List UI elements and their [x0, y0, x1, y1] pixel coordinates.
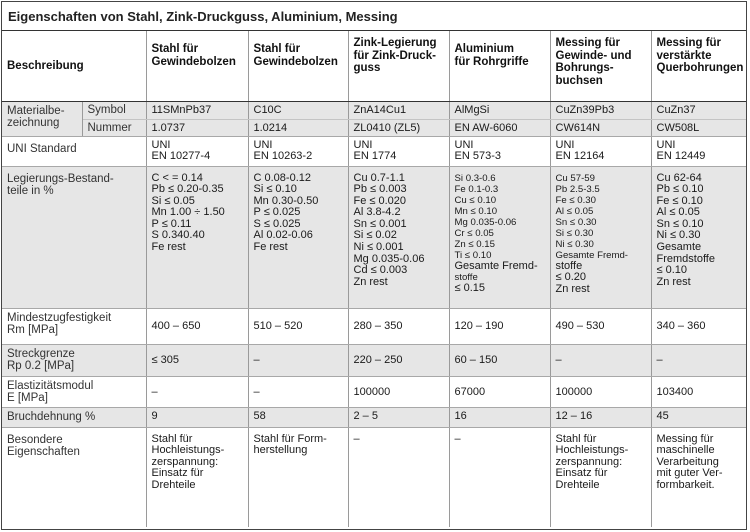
properties-table: [2, 31, 747, 527]
text-line: Si ≤ 0.30: [555, 227, 594, 239]
text-line: Cu 62-64: [656, 171, 702, 184]
header-col-6: [651, 31, 747, 101]
text-line: EN 10263-2: [253, 150, 313, 163]
text-line: C < = 0.14: [151, 171, 203, 184]
text-line: Fe 0.1-0.3: [454, 183, 499, 195]
zugfestigkeit-label: [2, 308, 146, 344]
header-col-3: [348, 31, 449, 101]
nummer-value: 1.0214: [248, 119, 348, 136]
text-line: zerspannung:: [555, 455, 623, 468]
text-line: Cu 0.7-1.1: [353, 171, 405, 184]
besondere-value: [248, 427, 348, 527]
text-line: UNI: [151, 138, 171, 151]
text-line: Gewindebolzen: [151, 55, 236, 68]
text-line: Cu ≤ 0.10: [454, 194, 497, 206]
text-line: herstellung: [253, 444, 308, 457]
text-line: Messing für: [555, 37, 621, 49]
besondere-value: [449, 427, 550, 527]
text-line: Mg 0.035-0.06: [353, 252, 425, 265]
zugfestigkeit-value: 490 – 530: [550, 308, 651, 344]
text-line: Ni ≤ 0.30: [555, 238, 594, 250]
streckgrenze-value: –: [248, 344, 348, 376]
nummer-value: CW614N: [550, 119, 651, 136]
text-line: Mn ≤ 0.10: [454, 205, 498, 217]
text-line: Rm [MPa]: [7, 323, 59, 336]
text-line: ≤ 0.10: [656, 264, 688, 277]
text-line: Fe ≤ 0.020: [353, 194, 407, 207]
properties-table-frame: [1, 1, 747, 530]
text-line: buchsen: [555, 74, 603, 87]
streckgrenze-value: 60 – 150: [449, 344, 550, 376]
elastizitaet-value: 100000: [550, 376, 651, 407]
row-streckgrenze: [2, 344, 747, 376]
text-line: Fremdstoffe: [656, 252, 715, 265]
text-line: Pb ≤ 0.20-0.35: [151, 183, 224, 196]
text-line: zeichnung: [7, 116, 60, 129]
text-line: Si 0.3-0.6: [454, 172, 496, 184]
text-line: Zn rest: [353, 275, 388, 288]
row-elastizitaet: [2, 376, 747, 407]
header-col-1: [146, 31, 248, 101]
nummer-value: ZL0410 (ZL5): [348, 119, 449, 136]
row-nummer: [2, 119, 747, 136]
text-line: Messing für: [656, 432, 714, 445]
text-line: Hochleistungs-: [151, 444, 225, 457]
text-line: Gesamte Fremd-: [454, 259, 538, 272]
legierung-value: [651, 166, 747, 308]
text-line: Sn ≤ 0.001: [353, 217, 407, 230]
text-line: UNI: [253, 138, 273, 151]
text-line: Pb ≤ 0.10: [656, 183, 704, 196]
text-line: Fe ≤ 0.10: [656, 194, 703, 207]
text-line: Gesamte Fremd-: [555, 249, 629, 261]
besondere-value: [651, 427, 747, 527]
text-line: Cu 57-59: [555, 172, 595, 184]
bruchdehnung-value: 58: [248, 407, 348, 427]
text-line: für Zink-Druck-: [353, 49, 436, 62]
text-line: Al 3.8-4.2: [353, 206, 401, 219]
text-line: mit guter Ver-: [656, 467, 723, 480]
bruchdehnung-value: 2 – 5: [348, 407, 449, 427]
text-line: ≤ 0.15: [454, 282, 486, 295]
uni-label: UNI Standard: [2, 136, 146, 166]
streckgrenze-value: ≤ 305: [146, 344, 248, 376]
legierung-value: [550, 166, 651, 308]
text-line: Zink-Legierung: [353, 37, 437, 49]
streckgrenze-value: –: [651, 344, 747, 376]
legierung-value: [348, 166, 449, 308]
text-line: Aluminium: [454, 43, 514, 55]
bruchdehnung-value: 45: [651, 407, 747, 427]
text-line: P ≤ 0.11: [151, 217, 192, 230]
symbol-value: CuZn39Pb3: [550, 101, 651, 119]
text-line: Einsatz für: [151, 467, 204, 480]
text-line: –: [454, 432, 461, 445]
text-line: Mindestzugfestigkeit: [7, 311, 112, 324]
elastizitaet-value: –: [146, 376, 248, 407]
text-line: Eigenschaften: [7, 445, 80, 458]
table-title: Eigenschaften von Stahl, Zink-Druckguss, Aluminium, Messing: [2, 2, 746, 31]
elastizitaet-value: 100000: [348, 376, 449, 407]
symbol-value: ZnA14Cu1: [348, 101, 449, 119]
row-legierung: [2, 166, 747, 308]
text-line: Legierungs-Bestand-: [7, 172, 114, 185]
text-line: Gesamte: [656, 241, 702, 254]
text-line: Besondere: [7, 433, 63, 446]
zugfestigkeit-value: 400 – 650: [146, 308, 248, 344]
text-line: Bohrungs-: [555, 62, 614, 74]
text-line: Einsatz für: [555, 467, 608, 480]
text-line: für Rohrgriffe: [454, 55, 529, 68]
text-line: teile in %: [7, 184, 54, 197]
uni-value: [248, 136, 348, 166]
legierung-label: [2, 166, 146, 308]
text-line: Stahl für: [151, 432, 193, 445]
row-zugfestigkeit: [2, 308, 747, 344]
symbol-value: CuZn37: [651, 101, 747, 119]
text-line: EN 10277-4: [151, 150, 211, 163]
text-line: Gewinde- und: [555, 49, 632, 62]
text-line: Ni ≤ 0.30: [656, 229, 701, 242]
text-line: Streckgrenze: [7, 347, 75, 360]
elastizitaet-value: 67000: [449, 376, 550, 407]
besondere-label: [2, 427, 146, 527]
text-line: Cd ≤ 0.003: [353, 264, 408, 277]
text-line: UNI: [353, 138, 373, 151]
text-line: Pb 2.5-3.5: [555, 183, 600, 195]
text-line: UNI: [656, 138, 676, 151]
text-line: Ni ≤ 0.001: [353, 241, 404, 254]
uni-value: [449, 136, 550, 166]
text-line: stoffe: [555, 259, 583, 272]
text-line: Mn 0.30-0.50: [253, 194, 319, 207]
bruchdehnung-label: Bruchdehnung %: [2, 407, 146, 427]
text-line: Ti ≤ 0.10: [454, 249, 492, 261]
header-description: Beschreibung: [2, 31, 146, 101]
text-line: UNI: [454, 138, 474, 151]
streckgrenze-value: –: [550, 344, 651, 376]
text-line: Fe rest: [151, 241, 186, 254]
text-line: Al ≤ 0.05: [656, 206, 700, 219]
bruchdehnung-value: 12 – 16: [550, 407, 651, 427]
legierung-value: [449, 166, 550, 308]
text-line: Cr ≤ 0.05: [454, 227, 494, 239]
text-line: Si ≤ 0.10: [253, 183, 297, 196]
zugfestigkeit-value: 280 – 350: [348, 308, 449, 344]
header-col-5: [550, 31, 651, 101]
symbol-value: AlMgSi: [449, 101, 550, 119]
text-line: verstärkte: [656, 49, 712, 62]
text-line: Mn 1.00 ÷ 1.50: [151, 206, 225, 219]
text-line: –: [353, 432, 360, 445]
text-line: Materialbe-: [7, 104, 65, 117]
text-line: Rp 0.2 [MPa]: [7, 359, 75, 372]
text-line: Messing für: [656, 37, 722, 49]
uni-value: [146, 136, 248, 166]
nummer-value: CW508L: [651, 119, 747, 136]
text-line: Al 0.02-0.06: [253, 229, 313, 242]
text-line: Querbohrungen: [656, 62, 744, 74]
text-line: C 0.08-0.12: [253, 171, 311, 184]
bruchdehnung-value: 9: [146, 407, 248, 427]
text-line: Stahl für Form-: [253, 432, 327, 445]
besondere-value: [550, 427, 651, 527]
row-uni-standard: [2, 136, 747, 166]
legierung-value: [248, 166, 348, 308]
elastizitaet-value: –: [248, 376, 348, 407]
text-line: Sn ≤ 0.30: [555, 216, 597, 228]
besondere-value: [348, 427, 449, 527]
row-symbol: [2, 101, 747, 119]
text-line: maschinelle: [656, 444, 715, 457]
text-line: UNI: [555, 138, 575, 151]
symbol-value: C10C: [248, 101, 348, 119]
text-line: Stahl für: [151, 43, 199, 55]
row-bruchdehnung: [2, 407, 747, 427]
symbol-value: 11SMnPb37: [146, 101, 248, 119]
text-line: P ≤ 0.025: [253, 206, 301, 219]
text-line: Elastizitätsmodul: [7, 379, 94, 392]
besondere-value: [146, 427, 248, 527]
text-line: Pb ≤ 0.003: [353, 183, 407, 196]
text-line: formbarkeit.: [656, 478, 715, 491]
header-col-4: [449, 31, 550, 101]
uni-value: [348, 136, 449, 166]
text-line: guss: [353, 62, 381, 74]
zugfestigkeit-value: 510 – 520: [248, 308, 348, 344]
text-line: Si ≤ 0.02: [353, 229, 397, 242]
text-line: Hochleistungs-: [555, 444, 629, 457]
text-line: Stahl für: [253, 43, 301, 55]
zugfestigkeit-value: 340 – 360: [651, 308, 747, 344]
header-col-2: [248, 31, 348, 101]
text-line: stoffe: [454, 272, 478, 284]
text-line: EN 573-3: [454, 150, 501, 163]
text-line: Mg 0.035-0.06: [454, 216, 517, 228]
text-line: EN 12164: [555, 150, 605, 163]
text-line: zerspannung:: [151, 455, 219, 468]
text-line: ≤ 0.20: [555, 271, 587, 284]
text-line: Stahl für: [555, 432, 597, 445]
text-line: Al ≤ 0.05: [555, 205, 594, 217]
text-line: Fe rest: [253, 241, 288, 254]
streckgrenze-label: [2, 344, 146, 376]
text-line: EN 12449: [656, 150, 706, 163]
row-besondere: [2, 427, 747, 527]
bruchdehnung-value: 16: [449, 407, 550, 427]
text-line: Sn ≤ 0.10: [656, 217, 704, 230]
text-line: S 0.340.40: [151, 229, 205, 242]
text-line: Zn rest: [555, 282, 590, 295]
text-line: S ≤ 0.025: [253, 217, 301, 230]
nummer-label: Nummer: [82, 119, 146, 136]
text-line: Verarbeitung: [656, 455, 719, 468]
elastizitaet-value: 103400: [651, 376, 747, 407]
text-line: EN 1774: [353, 150, 397, 163]
material-label: [2, 101, 82, 136]
text-line: Zn ≤ 0.15: [454, 238, 495, 250]
text-line: Drehteile: [151, 478, 196, 491]
uni-value: [550, 136, 651, 166]
text-line: E [MPa]: [7, 391, 48, 404]
elastizitaet-label: [2, 376, 146, 407]
header-row: [2, 31, 747, 101]
text-line: Si ≤ 0.05: [151, 194, 195, 207]
text-line: Gewindebolzen: [253, 55, 338, 68]
symbol-label: Symbol: [82, 101, 146, 119]
zugfestigkeit-value: 120 – 190: [449, 308, 550, 344]
uni-value: [651, 136, 747, 166]
legierung-value: [146, 166, 248, 308]
nummer-value: 1.0737: [146, 119, 248, 136]
text-line: Fe ≤ 0.30: [555, 194, 596, 206]
streckgrenze-value: 220 – 250: [348, 344, 449, 376]
text-line: Drehteile: [555, 478, 600, 491]
nummer-value: EN AW-6060: [449, 119, 550, 136]
text-line: Zn rest: [656, 275, 691, 288]
